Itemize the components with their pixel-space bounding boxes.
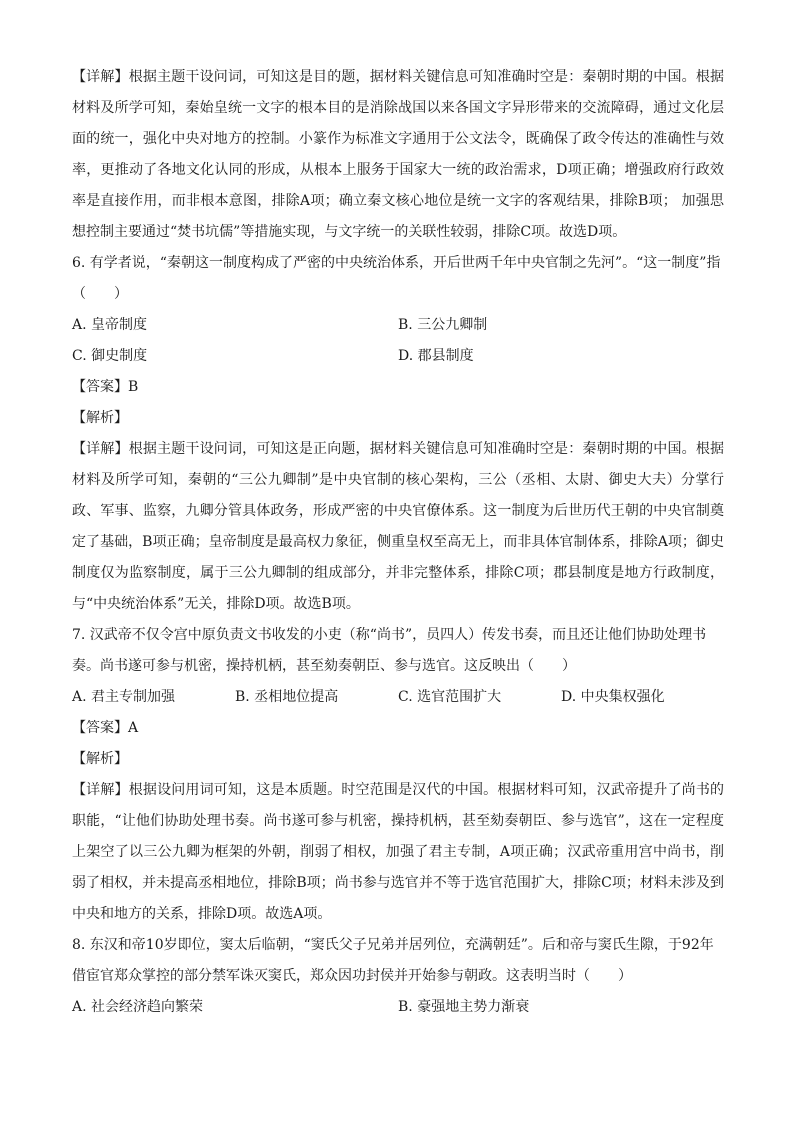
q6-option-d: D. 郡县制度 (398, 348, 474, 364)
q6-option-c: C. 御史制度 (72, 348, 148, 364)
detail-paragraph-q5 (72, 62, 724, 248)
q6-analysis-heading: 【解析】 (72, 410, 128, 426)
q7-detail-tag: 【详解】 (72, 782, 129, 798)
q6-option-b: B. 三公九卿制 (398, 317, 488, 333)
q7-option-b: B. 丞相地位提高 (235, 689, 339, 705)
document-content (72, 62, 724, 1023)
q7-option-c: C. 选官范围扩大 (398, 689, 502, 705)
q6-answer: 【答案】B (72, 379, 139, 395)
q6-detail-text: 根据主题干设问词，可知这是正向题，据材料关键信息可知准确时空是：秦朝时期的中国。根据材料及所学可知，秦朝的“三公九卿制”是中央官制的核心架构，三公（丞相、太尉、御史大夫）分掌行政、军事、监察，九卿分管具体政务，形成严密的中央官僚体系。这一制度为后世历代王朝的中央官制奠定了基础，B项正确；皇帝制度是最高权力象征，侧重皇权至高无上，而非具体官制体系，排除A项；御史制度仅为监察制度，属于三公九卿制的组成部分，并非完整体系，排除C项；郡县制度是地方行政制度，与“中央统治体系”无关，排除D项。故选B项。 (72, 441, 725, 612)
detail-tag: 【详解】 (72, 69, 129, 85)
question-8-stem: 8. 东汉和帝10岁即位，窦太后临朝，“窦氏父子兄弟并居列位，充满朝廷”。后和帝与窦氏生隙，于92年借宦官郑众掌控的部分禁军诛灭窦氏，郑众因功封侯并开始参与朝政。这表明当时（ ） (72, 937, 714, 984)
question-6-options-row2 (72, 341, 724, 372)
question-6-options-row1 (72, 310, 724, 341)
q8-option-b: B. 豪强地主势力渐衰 (398, 999, 530, 1015)
q7-answer: 【答案】A (72, 720, 139, 736)
q7-option-a: A. 君主专制加强 (72, 689, 176, 705)
question-7-stem: 7. 汉武帝不仅令宫中原负责文书收发的小吏（称“尚书”，员四人）传发书奏，而且还让他们协助处理书奏。尚书遂可参与机密，操持机柄，甚至劾奏朝臣、参与选官。这反映出（ ） (72, 627, 707, 674)
question-7-options (72, 682, 724, 713)
q7-detail-paragraph (72, 775, 724, 930)
detail-text: 根据主题干设问词，可知这是目的题，据材料关键信息可知准确时空是：秦朝时期的中国。根据材料及所学可知，秦始皇统一文字的根本目的是消除战国以来各国文字异形带来的交流障碍，通过文化层面的统一，强化中央对地方的控制。小篆作为标准文字通用于公文法令，既确保了政令传达的准确性与效率，更推动了各地文化认同的形成，从根本上服务于国家大一统的政治需求，D项正确；增强政府行政效率是直接作用，而非根本意图，排除A项；确立秦文核心地位是统一文字的客观结果，排除B项； 加强思想控制主要通过“焚书坑儒”等措施实现，与文字统一的关联性较弱，排除C项。故选D项。 (72, 69, 725, 240)
q7-analysis-heading: 【解析】 (72, 751, 128, 767)
q8-option-a: A. 社会经济趋向繁荣 (72, 999, 204, 1015)
q6-detail-paragraph (72, 434, 724, 620)
q6-detail-tag: 【详解】 (72, 441, 129, 457)
question-6-stem: 6. 有学者说，“秦朝这一制度构成了严密的中央统治体系，开后世两千年中央官制之先河”。“这一制度”指（ ） (72, 255, 721, 302)
q7-detail-text: 根据设问用词可知，这是本质题。时空范围是汉代的中国。根据材料可知，汉武帝提升了尚书的职能，“让他们协助处理书奏。尚书遂可参与机密，操持机柄，甚至劾奏朝臣、参与选官”，这在一定程度上架空了以三公九卿为框架的外朝，削弱了相权，加强了君主专制，A项正确；汉武帝重用宫中尚书，削弱了相权，并未提高丞相地位，排除B项；尚书参与选官并不等于选官范围扩大，排除C项；材料未涉及到中央和地方的关系，排除D项。故选A项。 (72, 782, 725, 922)
q6-option-a: A. 皇帝制度 (72, 317, 148, 333)
q7-option-d: D. 中央集权强化 (561, 689, 665, 705)
question-8-options-row1 (72, 992, 724, 1023)
